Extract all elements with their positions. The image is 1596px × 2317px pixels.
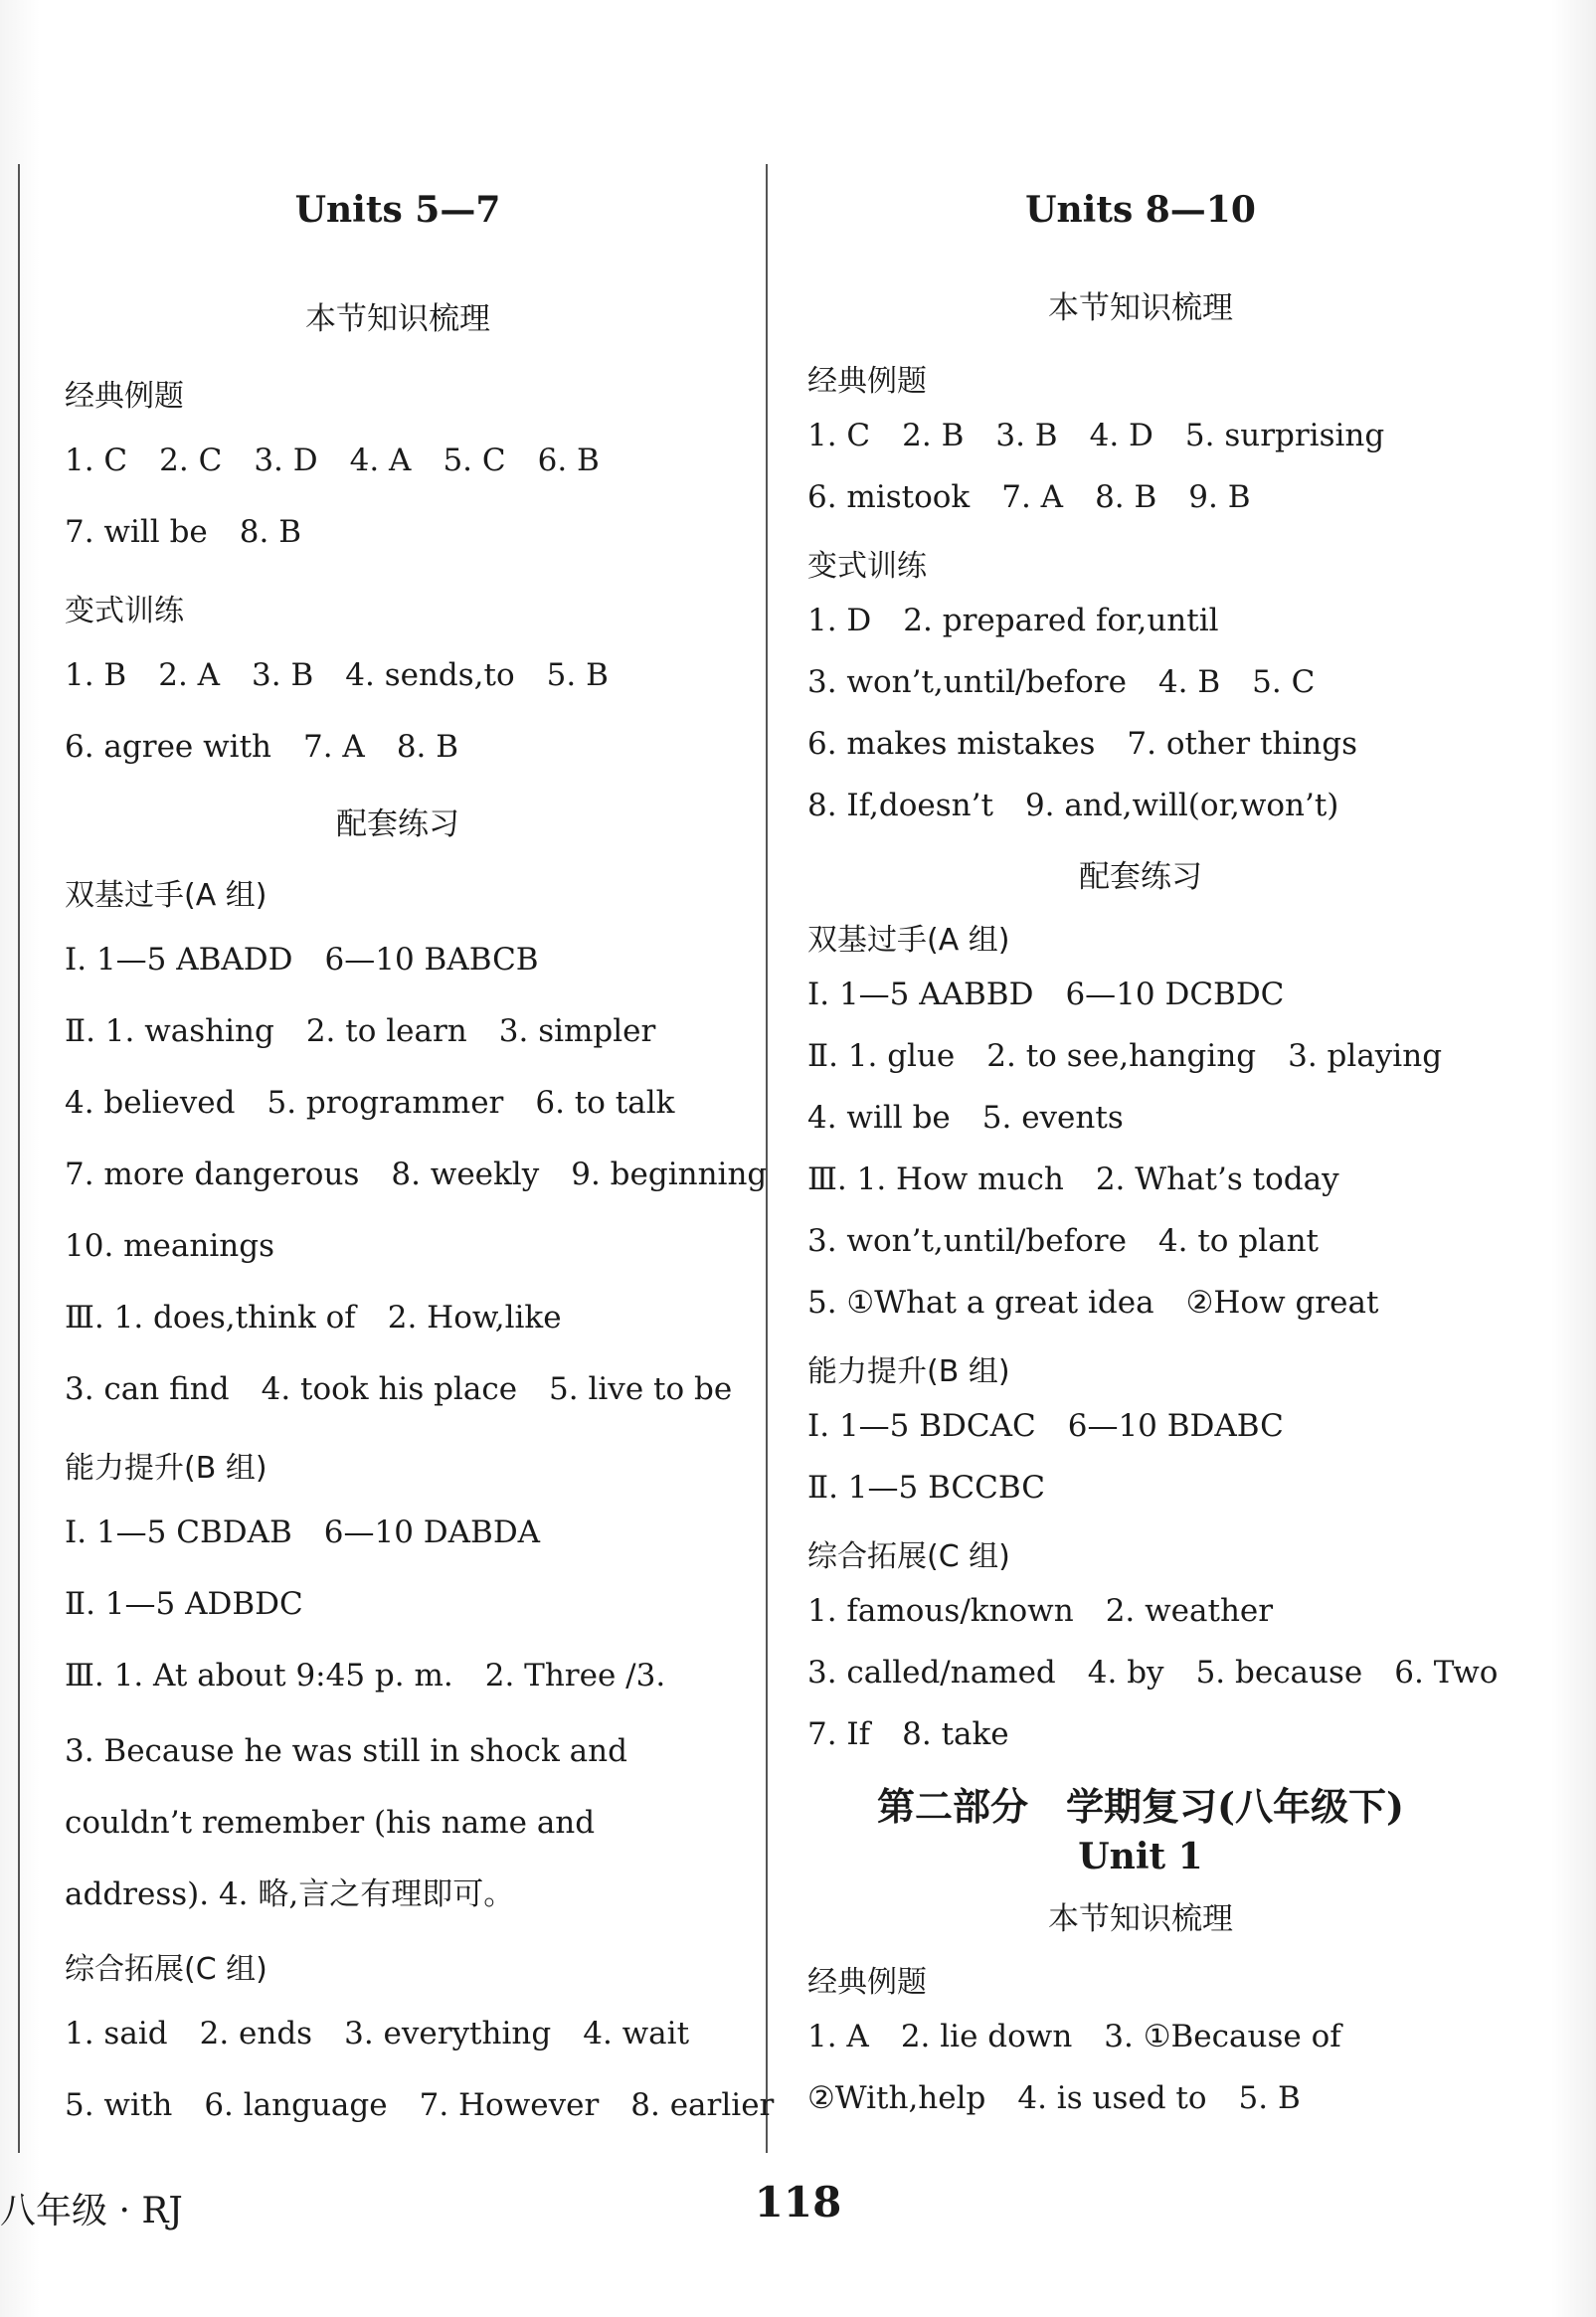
answer-item: 7. more dangerous <box>65 1157 360 1192</box>
answer-line <box>65 1371 731 1419</box>
answer-line <box>807 788 1474 831</box>
answer-line <box>65 1013 731 1061</box>
left-margin-rule <box>18 164 20 2153</box>
answer-item: 7. However <box>419 2087 600 2123</box>
answer-item: Ⅰ. 1—5 BDCAC <box>807 1408 1036 1444</box>
answer-item: 2. A <box>158 657 221 693</box>
answer-item: 6—10 BABCB <box>324 942 539 978</box>
answer-line <box>807 664 1474 708</box>
answer-line <box>807 1716 1474 1760</box>
answer-line <box>807 1285 1474 1329</box>
answer-line <box>807 1038 1474 1082</box>
answer-item: 9. and,will(or,won’t) <box>1024 788 1339 823</box>
answer-line <box>65 514 731 562</box>
answer-item: 5. because <box>1195 1655 1363 1691</box>
answer-item: 5. C <box>1252 664 1316 700</box>
answer-item: 6. to talk <box>535 1085 675 1121</box>
answer-line <box>65 657 731 705</box>
section-knowledge-title: 本节知识梳理 <box>1048 290 1233 326</box>
answer-line <box>65 1515 731 1562</box>
answer-item: 3. simpler <box>498 1013 656 1049</box>
answer-item: 3. B <box>252 657 314 693</box>
part-title: 第二部分 学期复习(八年级下) <box>877 1784 1404 1829</box>
answer-item: 2. ends <box>199 2016 313 2051</box>
answer-item: 4. by <box>1087 1655 1164 1691</box>
answer-item: Ⅱ. 1—5 BCCBC <box>807 1470 1045 1506</box>
answer-item: 1. D <box>807 603 872 638</box>
answer-item: Ⅲ. 1. does,think of <box>65 1300 356 1336</box>
answer-line <box>65 1157 768 1204</box>
answer-item: 8. weekly <box>391 1157 540 1192</box>
left-column <box>65 164 775 2135</box>
answer-item: 5. ①What a great idea <box>807 1285 1154 1321</box>
answer-item: 2. to learn <box>305 1013 467 1049</box>
category-group-c: 综合拓展(C 组) <box>65 1952 267 1987</box>
answer-item: 3. playing <box>1288 1038 1443 1074</box>
section-practice-title: 配套练习 <box>1079 859 1202 895</box>
category-group-b: 能力提升(B 组) <box>65 1451 267 1486</box>
category-variant: 变式训练 <box>807 549 927 584</box>
answer-item: Ⅲ. 1. How much <box>807 1161 1064 1197</box>
answer-item: 2. What’s today <box>1095 1161 1339 1197</box>
answer-item: 4. A <box>349 443 412 478</box>
answer-item: 2. C <box>159 443 223 478</box>
section-knowledge-title: 本节知识梳理 <box>305 301 490 337</box>
answer-item: 1. A <box>807 2019 869 2054</box>
answer-item: 6. B <box>537 443 600 478</box>
answer-item: 5. events <box>981 1100 1124 1136</box>
answer-line <box>807 726 1474 770</box>
answer-item: 4. D <box>1089 418 1153 453</box>
category-examples: 经典例题 <box>65 379 184 414</box>
answer-item: 9. B <box>1188 479 1251 515</box>
answer-item: 4. to plant <box>1157 1223 1319 1259</box>
answer-item: 1. B <box>65 657 127 693</box>
answer-line <box>65 729 731 777</box>
category-group-b: 能力提升(B 组) <box>807 1354 1010 1389</box>
answer-line <box>65 2087 775 2135</box>
answer-line <box>807 2080 1474 2124</box>
category-examples: 经典例题 <box>807 364 927 399</box>
answer-item: Ⅰ. 1—5 AABBD <box>807 977 1034 1012</box>
answer-item: 8. earlier <box>630 2087 775 2123</box>
answer-item: 5. live to be <box>549 1371 733 1407</box>
grade-label: 八年级 · RJ <box>0 2191 183 2231</box>
answer-line <box>807 1161 1474 1205</box>
answer-item: 4. will be <box>807 1100 951 1136</box>
answer-item: 10. meanings <box>65 1228 274 1264</box>
answer-item: 6. language <box>204 2087 388 2123</box>
answer-item: 7. other things <box>1127 726 1357 762</box>
answer-line <box>807 1470 1474 1514</box>
unit-title: Units 5—7 <box>294 189 501 231</box>
answer-item: 2. lie down <box>900 2019 1073 2054</box>
answer-item: 7. A <box>1001 479 1064 515</box>
answer-item: 8. take <box>902 1716 1009 1752</box>
answer-line <box>65 2016 731 2063</box>
answer-item: 2. prepared for,until <box>903 603 1219 638</box>
answer-line <box>65 443 731 490</box>
answer-item: 5. C <box>443 443 506 478</box>
answer-item: 4. took his place <box>261 1371 518 1407</box>
category-group-c: 综合拓展(C 组) <box>807 1539 1010 1574</box>
answer-item: 6. mistook <box>807 479 971 515</box>
answer-item: 6. agree with <box>65 729 271 765</box>
answer-item: 5. B <box>546 657 609 693</box>
answer-line <box>65 1586 731 1634</box>
answer-item: 5. surprising <box>1184 418 1385 453</box>
answer-item: 3. ①Because of <box>1104 2019 1341 2054</box>
answer-item: 2. weather <box>1105 1593 1274 1629</box>
answer-item: 1. C <box>65 443 128 478</box>
answer-item: 3. called/named <box>807 1655 1056 1691</box>
answer-item: Ⅱ. 1. washing <box>65 1013 274 1049</box>
category-examples: 经典例题 <box>807 1965 927 2000</box>
answer-item: 3. won’t,until/before <box>807 664 1127 700</box>
answer-item: 4. sends,to <box>345 657 515 693</box>
answer-line <box>807 418 1474 461</box>
answer-item: 8. B <box>1095 479 1157 515</box>
answer-item: 3. D <box>254 443 318 478</box>
section-knowledge-title: 本节知识梳理 <box>1048 1901 1233 1937</box>
answer-item: 8. B <box>239 514 301 550</box>
answer-item: 2. Three /3. <box>484 1658 666 1693</box>
page-number: 118 <box>754 2178 842 2227</box>
answer-item: 5. B <box>1238 2080 1301 2116</box>
answer-item: 4. wait <box>583 2016 690 2051</box>
answer-item: ②With,help <box>807 2080 986 2116</box>
answer-item: 6. makes mistakes <box>807 726 1096 762</box>
right-column <box>807 164 1499 2124</box>
answer-item: 3. can find <box>65 1371 230 1407</box>
answer-item: 6—10 DABDA <box>323 1515 541 1550</box>
answer-line <box>807 1408 1474 1452</box>
answer-item: 2. B <box>902 418 965 453</box>
answer-line <box>65 1300 731 1347</box>
answer-line <box>65 1085 731 1133</box>
category-group-a: 双基过手(A 组) <box>807 923 1010 958</box>
answer-item: Ⅱ. 1—5 ADBDC <box>65 1586 303 1622</box>
section-practice-title: 配套练习 <box>336 806 459 842</box>
answer-item: 7. A <box>303 729 365 765</box>
answer-item: 2. How,like <box>387 1300 562 1336</box>
answer-item: 4. is used to <box>1017 2080 1207 2116</box>
answer-item: 9. beginning <box>571 1157 768 1192</box>
answer-item: 7. will be <box>65 514 208 550</box>
answer-item: 7. If <box>807 1716 871 1752</box>
answer-line <box>807 1655 1499 1698</box>
answer-item: Ⅱ. 1. glue <box>807 1038 956 1074</box>
answer-item: 1. C <box>807 418 871 453</box>
answer-line <box>65 1658 731 1705</box>
answer-item: 2. to see,hanging <box>986 1038 1257 1074</box>
answer-item: 5. with <box>65 2087 173 2123</box>
answer-item: 4. believed <box>65 1085 236 1121</box>
answer-line <box>807 1593 1474 1637</box>
answer-item: Ⅲ. 1. At about 9:45 p. m. <box>65 1658 453 1693</box>
answer-item: 3. B <box>995 418 1058 453</box>
answer-item: 1. said <box>65 2016 168 2051</box>
answer-line <box>807 1100 1474 1144</box>
answer-item: 3. everything <box>344 2016 552 2051</box>
answer-item: Ⅰ. 1—5 ABADD <box>65 942 293 978</box>
answer-line <box>807 977 1474 1020</box>
answer-item: 5. programmer <box>266 1085 504 1121</box>
unit-title: Units 8—10 <box>1025 189 1256 231</box>
answer-item: 3. won’t,until/before <box>807 1223 1127 1259</box>
category-group-a: 双基过手(A 组) <box>65 878 267 913</box>
answer-line <box>807 2019 1474 2062</box>
answer-line <box>807 479 1474 523</box>
answer-item: 6. Two <box>1394 1655 1499 1691</box>
answer-item: 6—10 DCBDC <box>1065 977 1285 1012</box>
answer-line <box>807 603 1474 646</box>
answer-item: 8. B <box>396 729 459 765</box>
answer-line <box>65 942 731 989</box>
answer-line <box>807 1223 1474 1267</box>
answer-item: ②How great <box>1185 1285 1379 1321</box>
answer-item: Ⅰ. 1—5 CBDAB <box>65 1515 292 1550</box>
answer-item: 8. If,doesn’t <box>807 788 993 823</box>
answer-item: 6—10 BDABC <box>1067 1408 1284 1444</box>
unit-title: Unit 1 <box>1078 1836 1203 1877</box>
category-variant: 变式训练 <box>65 594 184 628</box>
answer-line <box>65 1228 731 1276</box>
answer-item: 4. B <box>1157 664 1221 700</box>
answer-paragraph: 3. Because he was still in shock and couldn’t remember (his name and address). 4. 略,言之有理即可。 <box>65 1733 627 1912</box>
answer-item: 1. famous/known <box>807 1593 1074 1629</box>
